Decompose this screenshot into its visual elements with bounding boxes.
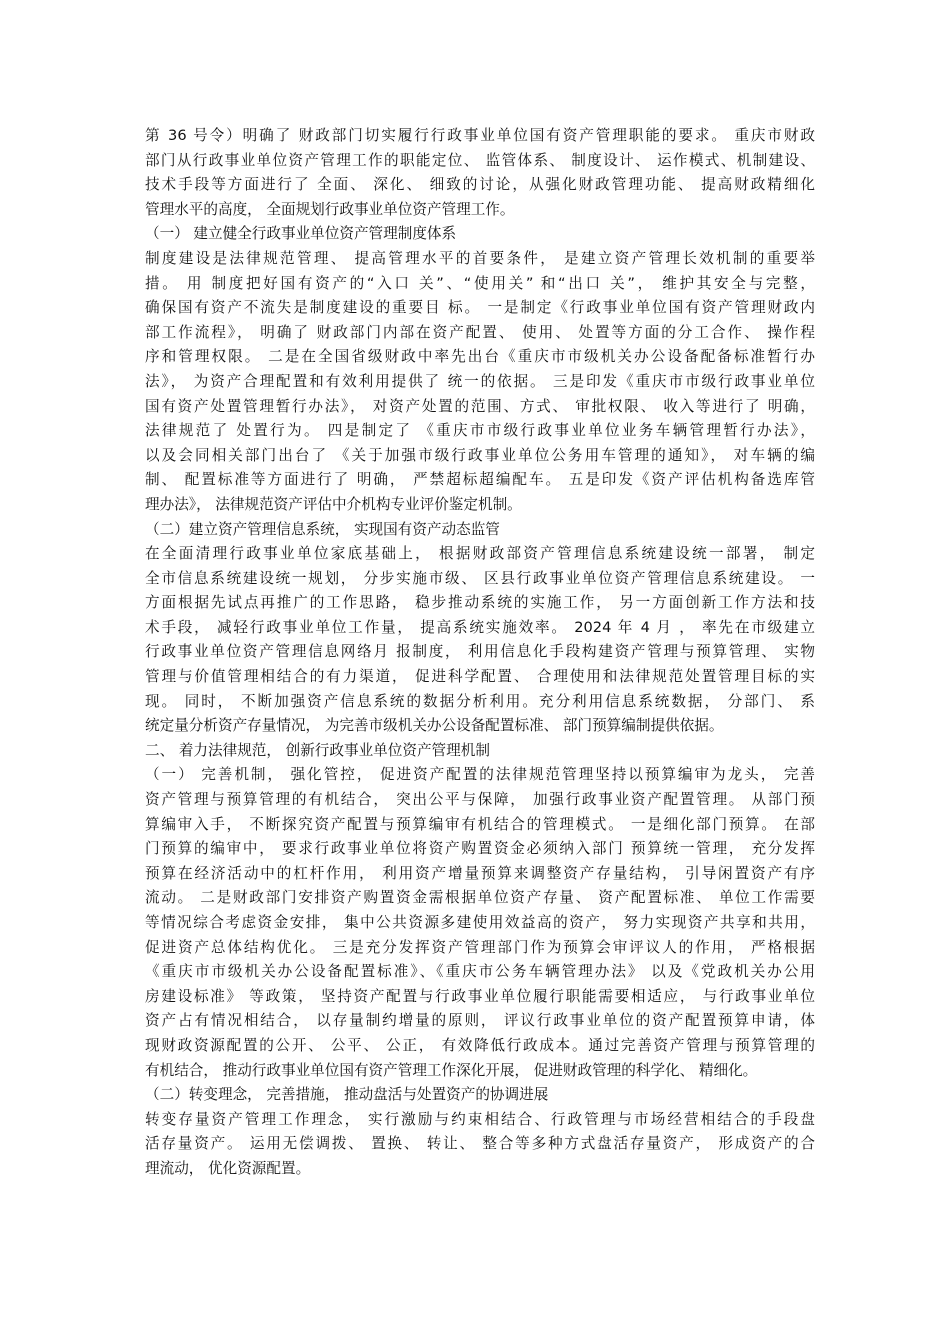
- paragraph-end-line: 统定量分析资产存量情况， 为完善市级机关办公设备配置标准、 部门预算编制提供依据。: [145, 717, 724, 735]
- section-heading: 二、 着力法律规范， 创新行政事业单位资产管理机制: [145, 741, 490, 759]
- text-line: 部门从行政事业单位资产管理工作的职能定位、 监管体系、 制度设计、 运作模式、机制建设、: [145, 151, 815, 169]
- text-line: 现。 同时， 不断加强资产信息系统的数据分析利用。充分利用信息系统数据， 分部门、 系: [145, 692, 815, 710]
- paragraph-end-line: 理流动， 优化资源配置。: [145, 1159, 311, 1177]
- text-line: 现财政资源配置的公开、 公平、 公正， 有效降低行政成本。通过完善资产管理与预算管理的: [145, 1036, 815, 1054]
- document-page: [145, 124, 815, 1182]
- text-line: 制度建设是法律规范管理、 提高管理水平的首要条件， 是建立资产管理长效机制的重要举: [145, 249, 815, 267]
- text-line: 技术手段等方面进行了 全面、 深化、 细致的讨论，从强化财政管理功能、 提高财政精细化: [145, 176, 815, 194]
- text-line: 资产占有情况相结合， 以存量制约增量的原则， 评议行政事业单位的资产配置预算申请，体: [145, 1012, 815, 1030]
- text-line: 法》， 为资产合理配置和有效利用提供了 统一的依据。 三是印发《重庆市市级行政事业单位: [145, 372, 815, 390]
- paragraph-end-line: 理办法》， 法律规范资产评估中介机构专业评价鉴定机制。: [145, 495, 522, 513]
- text-line: 全市信息系统建设统一规划， 分步实施市级、 区县行政事业单位资产管理信息系统建设。 一: [145, 569, 815, 587]
- text-line: 术手段， 减轻行政事业单位工作量， 提高系统实施效率。 2024 年 4 月 ， 率先在市级建立: [145, 618, 815, 636]
- text-line: 《重庆市市级机关办公设备配置标准》、《重庆市公务车辆管理办法》 以及《党政机关办公用: [145, 963, 815, 981]
- text-line: （一） 完善机制， 强化管控， 促进资产配置的法律规范管理坚持以预算编审为龙头， 完善: [145, 766, 815, 784]
- text-line: 在全面清理行政事业单位家底基础上， 根据财政部资产管理信息系统建设统一部署， 制定: [145, 545, 815, 563]
- text-line: 转变存量资产管理工作理念， 实行激励与约束相结合、行政管理与市场经营相结合的手段盘: [145, 1110, 815, 1128]
- text-line: 国有资产处置管理暂行办法》， 对资产处置的范围、方式、 审批权限、 收入等进行了 明确，: [145, 397, 815, 415]
- text-line: 活存量资产。 运用无偿调拨、 置换、 转让、 整合等多种方式盘活存量资产， 形成资产的合: [145, 1135, 815, 1153]
- text-line: 管理与价值管理相结合的有力渠道， 促进科学配置、 合理使用和法律规范处置管理目标的实: [145, 668, 815, 686]
- section-heading: （二）建立资产管理信息系统， 实现国有资产动态监管: [145, 520, 500, 538]
- section-heading: （一） 建立健全行政事业单位资产管理制度体系: [145, 225, 457, 243]
- text-line: 方面根据先试点再推广的工作思路， 稳步推动系统的实施工作， 另一方面创新工作方法和技: [145, 594, 815, 612]
- section-heading: （二）转变理念， 完善措施， 推动盘活与处置资产的协调进展: [145, 1086, 549, 1104]
- text-line: 门预算的编审中， 要求行政事业单位将资产购置资金必须纳入部门 预算统一管理， 充分发挥: [145, 840, 815, 858]
- text-line: 行政事业单位资产管理信息网络月 报制度， 利用信息化手段构建资产管理与预算管理、 实物: [145, 643, 815, 661]
- text-line: 部工作流程》， 明确了 财政部门内部在资产配置、 使用、 处置等方面的分工合作、 操作程: [145, 323, 815, 341]
- paragraph-end-line: 有机结合， 推动行政事业单位国有资产管理工作深化开展， 促进财政管理的科学化、 精细化。: [145, 1061, 758, 1079]
- text-line: 资产管理与预算管理的有机结合， 突出公平与保障， 加强行政事业资产配置管理。 从部门预: [145, 791, 815, 809]
- text-line: 流动。 二是财政部门安排资产购置资金需根据单位资产存量、 资产配置标准、 单位工作需要: [145, 889, 815, 907]
- text-line: 以及会同相关部门出台了 《关于加强市级行政事业单位公务用车管理的通知》， 对车辆的编: [145, 446, 815, 464]
- text-line: 制、 配置标准等方面进行了 明确， 严禁超标超编配车。 五是印发《资产评估机构备选库管: [145, 471, 815, 489]
- text-line: 房建设标准》 等政策， 坚持资产配置与行政事业单位履行职能需要相适应， 与行政事业单位: [145, 987, 815, 1005]
- text-line: 法律规范了 处置行为。 四是制定了 《重庆市市级行政事业单位业务车辆管理暂行办法》，: [145, 422, 815, 440]
- text-line: 算编审入手， 不断探究资产配置与预算编审有机结合的管理模式。 一是细化部门预算。 在部: [145, 815, 815, 833]
- text-line: 促进资产总体结构优化。 三是充分发挥资产管理部门作为预算会审评议人的作用， 严格根据: [145, 938, 815, 956]
- text-line: 预算在经济活动中的杠杆作用， 利用资产增量预算来调整资产存量结构， 引导闲置资产有序: [145, 864, 815, 882]
- text-line: 等情况综合考虑资金安排， 集中公共资源多建使用效益高的资产， 努力实现资产共享和共用，: [145, 914, 815, 931]
- text-line: 第 36 号令）明确了 财政部门切实履行行政事业单位国有资产管理职能的要求。 重庆市财政: [145, 127, 815, 144]
- paragraph-end-line: 管理水平的高度， 全面规划行政事业单位资产管理工作。: [145, 200, 515, 218]
- text-line: 确保国有资产不流失是制度建设的重要目 标。 一是制定《行政事业单位国有资产管理财政内: [145, 299, 815, 317]
- text-line: 序和管理权限。 二是在全国省级财政中率先出台《重庆市市级机关办公设备配备标准暂行办: [145, 348, 815, 366]
- text-line: 措。 用 制度把好国有资产的“入口 关”、“使用关” 和“出口 关”， 维护其安全与完整，: [145, 274, 815, 292]
